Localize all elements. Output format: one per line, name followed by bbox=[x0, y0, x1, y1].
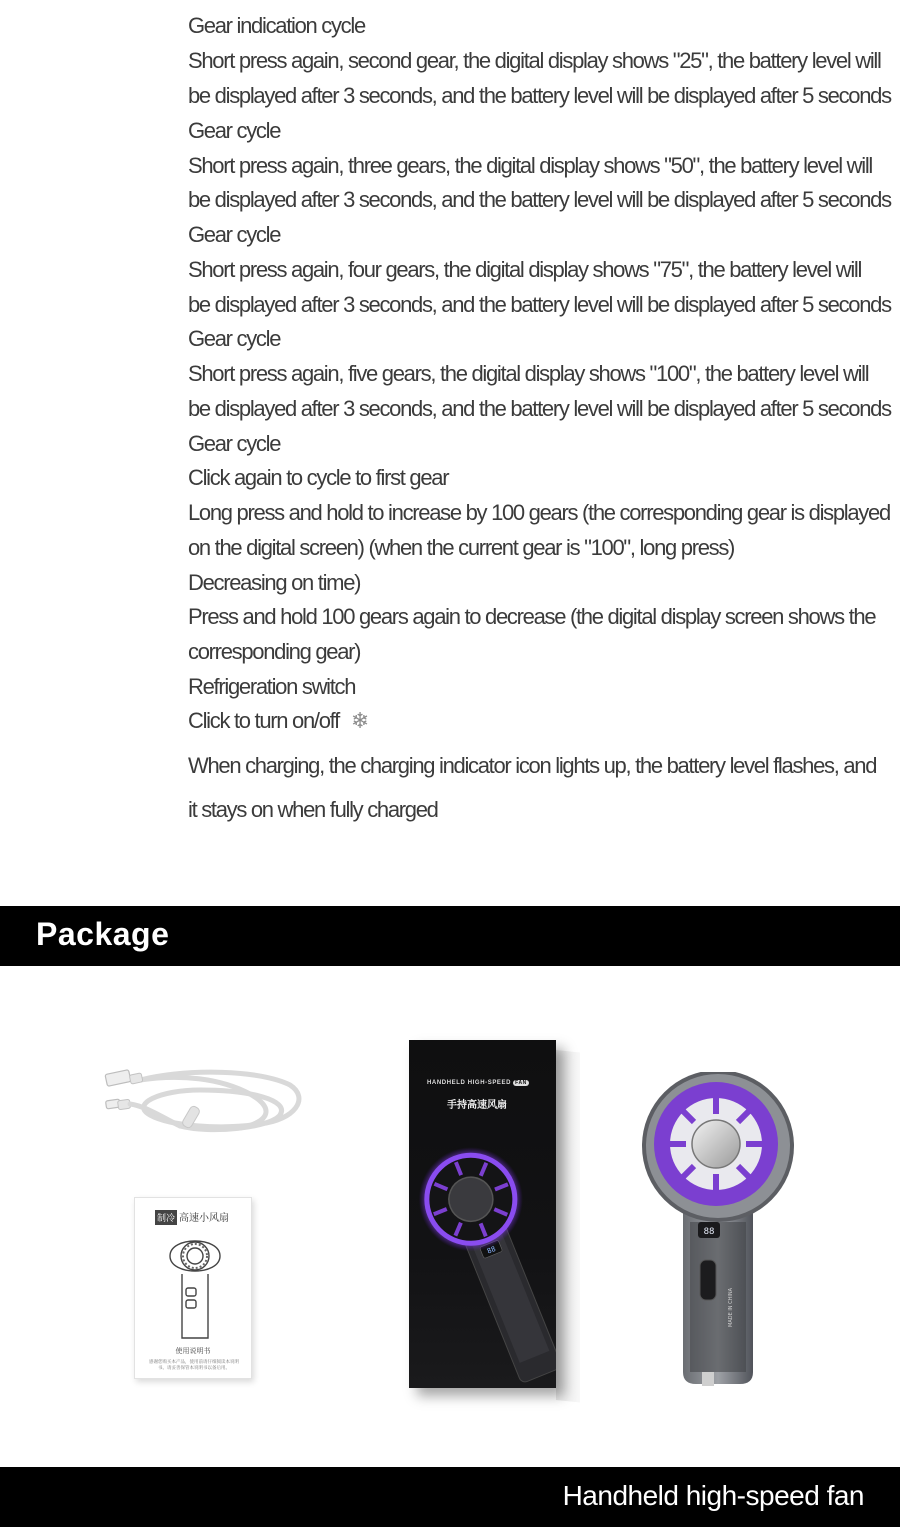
instruction-line: Gear cycle bbox=[188, 118, 281, 143]
user-manual-image bbox=[134, 1197, 252, 1379]
box-display-text: 88 bbox=[486, 1244, 497, 1256]
instruction-line: Short press again, second gear, the digital display shows "25", the battery level will bbox=[188, 48, 881, 73]
fan-display-text: 88 bbox=[703, 1227, 715, 1237]
manual-fine-print: 感谢您购买本产品，使用前请仔细阅读本说明书。请妥善保管本说明书以备后用。 bbox=[149, 1360, 239, 1371]
manual-tag: 制冷 bbox=[155, 1210, 177, 1225]
instruction-line: Press and hold 100 gears again to decrease (the digital display screen shows the bbox=[188, 604, 876, 629]
box-label-en bbox=[427, 1080, 529, 1086]
usb-cable-image bbox=[100, 1060, 310, 1140]
instruction-line: When charging, the charging indicator icon lights up, the battery level flashes, and bbox=[188, 753, 877, 778]
box-fan-image bbox=[409, 1130, 556, 1388]
instruction-line: it stays on when fully charged bbox=[188, 797, 438, 822]
instruction-line-with-icon bbox=[188, 706, 369, 736]
instruction-line: Short press again, four gears, the digital display shows "75", the battery level will bbox=[188, 257, 862, 282]
box-side-shadow bbox=[556, 1050, 580, 1403]
instruction-line: Short press again, three gears, the digital display shows "50", the battery level will bbox=[188, 153, 873, 178]
snowflake-icon: ❄ bbox=[350, 708, 370, 733]
package-header-bar bbox=[0, 906, 900, 966]
manual-heading: 高速小风扇 bbox=[179, 1213, 229, 1224]
instruction-line: Gear cycle bbox=[188, 431, 281, 456]
box-label-cn: 手持高速风扇 bbox=[447, 1100, 507, 1111]
footer-bar bbox=[0, 1467, 900, 1527]
instruction-text: Click to turn on/off bbox=[188, 708, 339, 733]
manual-subtitle: 使用说明书 bbox=[175, 1347, 211, 1355]
instruction-line: be displayed after 3 seconds, and the battery level will be displayed after 5 seconds bbox=[188, 292, 891, 317]
instruction-line: Decreasing on time) bbox=[188, 570, 361, 595]
box-label-en-text: HANDHELD HIGH-SPEED bbox=[427, 1080, 512, 1086]
instruction-line: Gear indication cycle bbox=[188, 13, 365, 38]
instruction-line: on the digital screen) (when the current gear is "100", long press) bbox=[188, 535, 735, 560]
instruction-line: Short press again, five gears, the digital display shows "100", the battery level will bbox=[188, 361, 869, 386]
instruction-line: be displayed after 3 seconds, and the battery level will be displayed after 5 seconds bbox=[188, 187, 891, 212]
manual-fan-drawing-icon bbox=[160, 1226, 230, 1346]
package-title: Package bbox=[36, 916, 170, 952]
fan-side-text: MADE IN CHINA bbox=[728, 1287, 734, 1327]
product-box-image bbox=[409, 1040, 556, 1388]
instruction-line: Gear cycle bbox=[188, 222, 281, 247]
instruction-line: Click again to cycle to first gear bbox=[188, 465, 449, 490]
instruction-line: Refrigeration switch bbox=[188, 674, 356, 699]
product-name-title: Handheld high-speed fan bbox=[562, 1480, 864, 1511]
instruction-line: Long press and hold to increase by 100 gears (the corresponding gear is displayed bbox=[188, 500, 890, 525]
box-badge: FAN bbox=[515, 1080, 527, 1086]
fan-product-image bbox=[638, 1072, 798, 1392]
instruction-line: be displayed after 3 seconds, and the battery level will be displayed after 5 seconds bbox=[188, 396, 891, 421]
instruction-line: Gear cycle bbox=[188, 326, 281, 351]
instruction-line: be displayed after 3 seconds, and the battery level will be displayed after 5 seconds bbox=[188, 83, 891, 108]
instruction-line: corresponding gear) bbox=[188, 639, 361, 664]
